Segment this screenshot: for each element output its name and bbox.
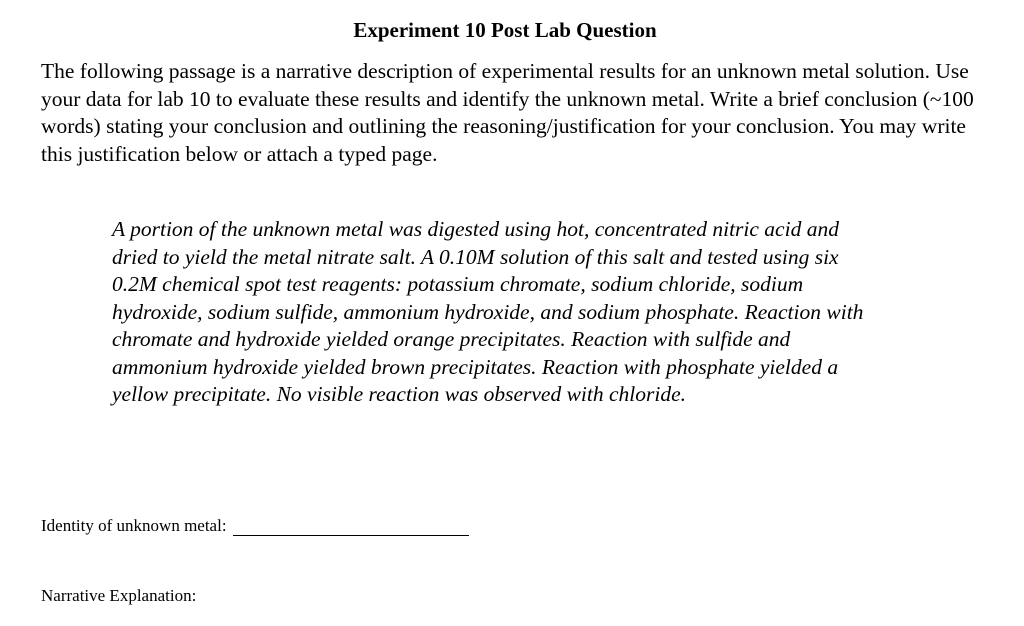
instructions: The following passage is a narrative description of experimental results for an unknown metal solution. Use your data for lab 10 to evaluate these results and identify the unknown metal. Write a brief conclusion (~100 words) stating your conclusion and outlining the reasoning/justification for your conclusion. You may write this justification below or attach a typed page. — [41, 59, 974, 166]
passage: A portion of the unknown metal was digested using hot, concentrated nitric acid and dried to yield the metal nitrate salt. A 0.10M solution of this salt and tested using six 0.2M chemical spot test reagents: potassium chromate, sodium chloride, sodium hydroxide, sodium sulfide, ammonium hydroxide, and sodium phosphate. Reaction with chromate and hydroxide yielded orange precipitates. Reaction with sulfide and ammonium hydroxide yielded brown precipitates. Reaction with phosphate yielded a yellow precipitate. No visible reaction was observed with chloride. — [112, 217, 864, 406]
identity-row — [41, 516, 469, 536]
identity-blank[interactable] — [233, 517, 469, 536]
narrative-label: Narrative Explanation: — [41, 586, 197, 605]
page-title: Experiment 10 Post Lab Question — [353, 18, 657, 42]
identity-label: Identity of unknown metal: — [41, 516, 227, 535]
